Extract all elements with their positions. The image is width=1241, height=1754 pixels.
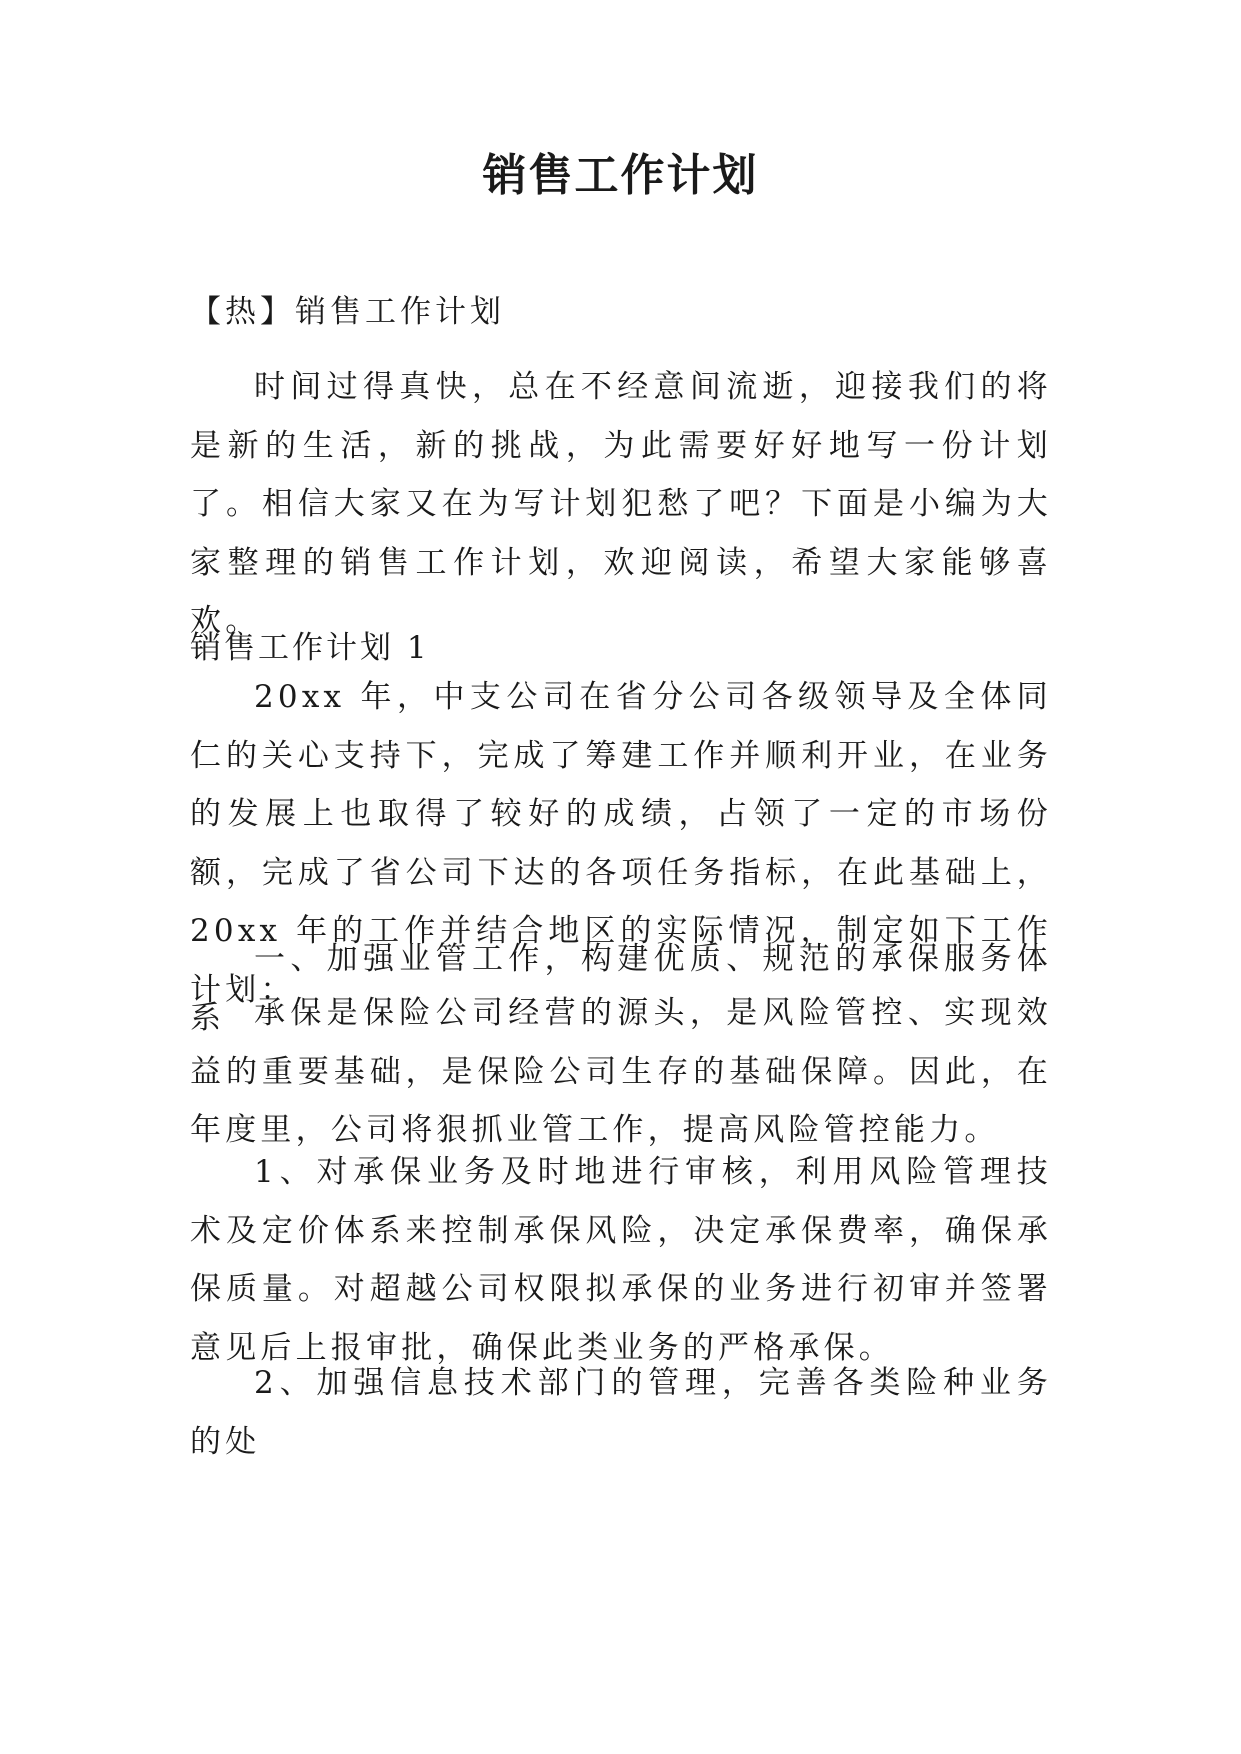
section-title: 销售工作计划 1 bbox=[190, 630, 430, 666]
intro-paragraph: 时间过得真快，总在不经意间流逝，迎接我们的将是新的生活，新的挑战，为此需要好好地写一份计划了。相信大家又在为写计划犯愁了吧？下面是小编为大家整理的销售工作计划，欢迎阅读，希望大家能够喜欢。 bbox=[190, 369, 1052, 639]
paragraph-4: 2、加强信息技术部门的管理，完善各类险种业务的处 bbox=[190, 1365, 1052, 1460]
paragraph-3: 1、对承保业务及时地进行审核，利用风险管理技术及定价体系来控制承保风险，决定承保费率，确保承保质量。对超越公司权限拟承保的业务进行初审并签署意见后上报审批，确保此类业务的严格承保。 bbox=[190, 1154, 1052, 1366]
heading-1: 一、加强业管工作，构建优质、规范的承保服务体系 bbox=[190, 941, 1052, 1036]
document-title: 销售工作计划 bbox=[482, 150, 759, 201]
document-subtitle: 【热】销售工作计划 bbox=[190, 294, 505, 330]
paragraph-1: 20xx 年，中支公司在省分公司各级领导及全体同仁的关心支持下，完成了筹建工作并顺利开业，在业务的发展上也取得了较好的成绩，占领了一定的市场份额，完成了省公司下达的各项任务指标，在此基础上，20xx 年的工作并结合地区的实际情况，制定如下工作计划： bbox=[190, 679, 1052, 1008]
paragraph-2: 承保是保险公司经营的源头，是风险管控、实现效益的重要基础，是保险公司生存的基础保障。因此，在年度里，公司将狠抓业管工作，提高风险管控能力。 bbox=[190, 995, 1052, 1148]
